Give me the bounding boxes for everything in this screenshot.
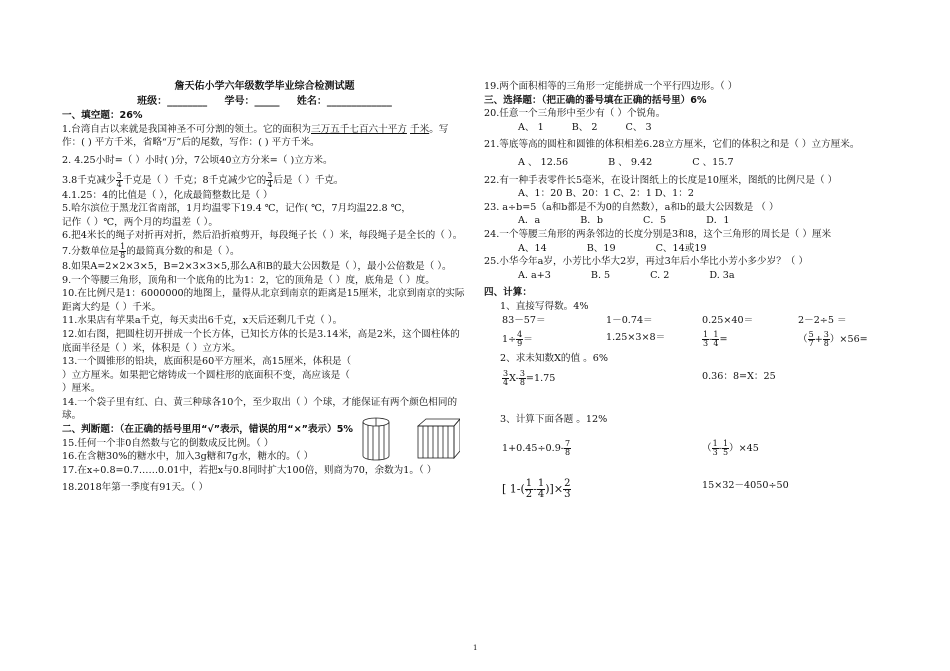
q25-options (484, 269, 894, 283)
fraction (722, 440, 729, 457)
option-c[interactable]: C 、15.7 (692, 156, 734, 168)
mental-math-row-1 (484, 314, 894, 328)
page-title: 詹天佑小学六年级数学毕业综合检测试题 (174, 81, 355, 92)
option-b[interactable]: B．b (580, 215, 604, 227)
option-a[interactable]: A. a+3 (518, 269, 551, 281)
cylinder-figure-svg (360, 416, 460, 464)
right-column (484, 80, 894, 500)
question-3 (62, 172, 467, 189)
numerator: 4 (517, 330, 523, 340)
calc-item (502, 479, 702, 500)
math-item: 1.25×3×8＝ (606, 332, 666, 344)
numerator: 1 (703, 330, 709, 340)
denominator: 4 (267, 179, 273, 189)
question-9: 9.一个等腰三角形，顶角和一个底角的比为1：2，它的顶角是（ ）度，底角是（ ）度。 (62, 274, 435, 286)
q24-options (484, 242, 894, 256)
numerator: 3 (503, 368, 509, 378)
math-item: 2－2÷5 ＝ (798, 314, 847, 326)
question-14: 14.一个袋子里有红、白、黄三种球各10个，至少取出（ ）个球，才能保证有两个颜色相同的球。 (62, 396, 458, 422)
numerator: 3 (519, 368, 525, 378)
equation-row (484, 370, 894, 387)
q23-options (484, 214, 894, 228)
numerator: 1 (713, 330, 719, 340)
calc-part-2-heading: 2、求未知数X的值 。6% (500, 353, 608, 365)
fraction (564, 440, 571, 457)
calc-row-2 (484, 479, 894, 500)
numerator: 2 (564, 478, 571, 490)
denominator: 2 (525, 489, 533, 501)
numerator: 3 (823, 330, 829, 340)
question-13: 13.一个圆锥形的铅块，底面积是60平方厘米，高15厘米，体积是（ ）立方厘米。如果把它熔铸成一个圆柱形的底面积不变，高应该是（ ）厘米。 (62, 356, 352, 395)
numerator: 1 (537, 478, 545, 490)
expr-text: 1+0.45÷0.9- (502, 443, 565, 455)
denominator: 5 (722, 448, 729, 458)
calc-row-1 (484, 440, 894, 457)
option-a[interactable]: A．a (518, 215, 541, 227)
option-a[interactable]: A 、 12.56 (518, 156, 569, 168)
section-judge-heading: 二、判断题：（在正确的括号里用“√”表示，错误的用“×”表示）5% (62, 424, 353, 436)
math-item: 0.25×40＝ (702, 314, 754, 326)
student-id-field[interactable]: 学号：_____ (224, 95, 280, 107)
q3-text-3: 后是（ ）千克。 (273, 174, 344, 186)
q5-text-2: 记作（ ）℃，两个月的均温差（ ）。 (62, 216, 218, 228)
numerator: 1 (525, 478, 533, 490)
q21-options (484, 156, 894, 170)
denominator: 8 (565, 448, 571, 458)
denominator: 4 (503, 377, 509, 387)
option-b[interactable]: B 、 9.42 (608, 156, 653, 168)
denominator: 3 (564, 489, 571, 501)
math-item (798, 331, 898, 348)
question-2: 2. 4.25小时=（ ）小时( )分，7公顷40立方分米=（ )立方米。 (62, 154, 333, 166)
question-6: 6.把4米长的绳子对折再对折，然后沿折痕剪开，每段绳子长（ ）米，每段绳子是全长的（ ）。 (62, 230, 463, 242)
name-field[interactable]: 姓名：_____________ (296, 95, 392, 107)
calc-part-3-heading: 3、计算下面各题 。12% (500, 413, 608, 425)
equation-1 (502, 370, 702, 387)
option-b[interactable]: B、19 (586, 242, 616, 254)
q1-underlined: 三万五千七百六十平方 (311, 123, 407, 135)
denominator: 4 (116, 179, 122, 189)
question-4: 4.1.25：4的比值是（ ），化成最简整数比是（ ） (62, 189, 273, 201)
expr-text: - (533, 482, 537, 496)
question-25: 25.小华今年a岁，小芳比小华大2岁，再过3年后小华比小芳小多少岁？（ ） (484, 256, 809, 268)
question-24: 24.一个等腰三角形的两条邻边的长度分别是3和8，这个三角形的周长是（ ）厘米 (484, 228, 832, 240)
calc-item: 15×32－4050÷50 (702, 480, 789, 492)
page-number: 1 (473, 644, 478, 652)
numerator: 7 (565, 439, 571, 449)
student-info (62, 95, 467, 109)
question-7 (62, 243, 467, 260)
question-21: 21.等底等高的圆柱和圆锥的体积相差6.28立方厘米，它们的体积之和是（ ）立方厘米。 (484, 139, 860, 151)
q22-options[interactable]: A、1：20 B、20：1 C、2：1 D、1：2 (518, 188, 694, 200)
q7-text: 7.分数单位是 (62, 245, 120, 257)
denominator: 8 (823, 339, 829, 349)
option-c[interactable]: C、 3 (625, 121, 652, 133)
expr-text: )]× (545, 482, 564, 496)
expr-text: =1.75 (525, 372, 556, 384)
question-18: 18.2018年第一季度有91天。（ ） (62, 482, 209, 494)
option-d[interactable]: D．1 (706, 215, 730, 227)
q1-underlined-2: 千米 (410, 123, 430, 135)
mental-math-row-2 (484, 331, 894, 348)
question-22: 22.有一种手表零件长5毫米，在设计图纸上的长度是10厘米，图纸的比例尺是（ ） (484, 174, 838, 186)
fraction (563, 479, 571, 500)
question-12: 12.如右图，把圆柱切开拼成一个长方体，已知长方体的长是3.14米，高是2米，这个圆柱体的底面半径是（ ）米，体积是（ ）立方米。 (62, 328, 460, 354)
numerator: 3 (116, 170, 122, 180)
cylinder-cuboid-figure (360, 416, 460, 464)
question-23: 23. a÷b=5（a和b都是不为0的自然数），a和b的最大公因数是 （ ） (484, 201, 779, 213)
q1-text-2: 。写作：( ) 平方千米，省略“万”后的尾数，写作：( ) 平方千米。 (62, 123, 449, 149)
numerator: 1 (120, 241, 126, 251)
q3-text-2: 千克是（ ）千克；8千克减少它的 (122, 174, 267, 186)
class-field[interactable]: 班级：________ (137, 95, 208, 107)
question-20: 20.任意一个三角形中至少有（ ）个锐角。 (484, 108, 666, 120)
fraction (116, 172, 123, 189)
q1-text: 1.台湾自古以来就是我国神圣不可分割的领土。它的面积为 (62, 123, 311, 135)
fraction (808, 331, 815, 348)
denominator: 4 (713, 339, 719, 349)
denominator: 8 (519, 377, 525, 387)
question-15: 15.任何一个非0自然数与它的倒数成反比例。（ ） (62, 437, 274, 449)
numerator: 1 (712, 439, 718, 449)
math-item: 1－0.74＝ (606, 314, 653, 326)
fraction (525, 479, 533, 500)
expr-text: ）×45 (729, 443, 759, 455)
question-5 (62, 202, 467, 229)
fraction (537, 479, 545, 500)
fraction (519, 370, 526, 387)
question-19: 19.两个面积相等的三角形一定能拼成一个平行四边形。（ ） (484, 81, 738, 92)
section-fill-heading: 一、填空题：26% (62, 110, 143, 122)
option-c[interactable]: C. 2 (650, 269, 670, 281)
expr-text: （ (798, 334, 808, 346)
option-a[interactable]: A、14 (518, 242, 547, 254)
expr-text: ＝ (523, 334, 533, 346)
question-11: 11.水果店有苹果a千克，每天卖出6千克，x天后还剩几千克（ ）。 (62, 315, 343, 327)
question-17: 17.在x÷0.8=0.7……0.01中，若把x与0.8同时扩大100倍，则商为70，余数为1。（ ） (62, 464, 437, 476)
denominator: 8 (120, 250, 126, 260)
numerator: 5 (808, 330, 814, 340)
numerator: 1 (722, 439, 729, 449)
math-item: 83－57＝ (502, 314, 546, 326)
question-10: 10.在比例尺是1：6000000的地图上，量得从北京到南京的距离是15厘米，北京到南京的实际距离大约是（ ）千米。 (62, 288, 465, 313)
calc-part-1-heading: 1、直接写得数。4% (500, 300, 589, 312)
option-c[interactable]: C．5 (643, 215, 667, 227)
expr-text: 1÷ (502, 334, 517, 346)
expr-text: - (718, 443, 722, 455)
expr-text: + (814, 334, 823, 346)
expr-text: - (709, 334, 713, 346)
calc-item (502, 440, 702, 457)
denominator: 4 (537, 489, 545, 501)
fraction (823, 331, 830, 348)
option-b[interactable]: B、 2 (571, 121, 598, 133)
option-b[interactable]: B. 5 (590, 269, 611, 281)
fraction (712, 440, 719, 457)
expr-text: = (719, 334, 728, 346)
option-d[interactable]: D. 3a (709, 269, 735, 281)
question-16: 16.在含糖30%的糖水中，加入3g糖和7g水，糖水的。（ ） (62, 451, 314, 463)
section-choice-heading: 三、选择题：（把正确的番号填在正确的括号里）6% (484, 94, 707, 106)
numerator: 3 (267, 170, 273, 180)
q20-options (484, 121, 894, 135)
denominator: 9 (517, 339, 523, 349)
equation-2: 0.36：8=X：25 (702, 370, 776, 382)
expr-text: ）×56= (829, 334, 868, 346)
math-item (502, 331, 606, 348)
expr-text: （ (702, 443, 712, 455)
section-calc-heading: 四、计算： (484, 287, 532, 299)
question-8: 8.如果A=2×2×3×5，B=2×3×3×5,那么A和B的最大公因数是（ ），最小公倍数是（ ）。 (62, 260, 452, 272)
denominator: 3 (712, 448, 718, 458)
denominator: 3 (703, 339, 709, 349)
option-a[interactable]: A、 1 (518, 121, 544, 133)
math-item (702, 331, 798, 348)
expr-text: [ 1-( (502, 482, 525, 496)
q7-text-2: 的最简真分数的和是（ ）。 (126, 245, 240, 257)
expr-text: X- (509, 372, 519, 384)
calc-item (702, 440, 902, 457)
option-c[interactable]: C、14或19 (655, 242, 707, 254)
q5-text: 5.哈尔滨位于黑龙江省南部，1月均温零下19.4 ℃，记作( ℃，7月均温22.8 ℃， (62, 203, 412, 215)
q3-text: 3.8千克减少 (62, 174, 116, 186)
question-1 (62, 123, 467, 150)
denominator: 7 (808, 339, 814, 349)
